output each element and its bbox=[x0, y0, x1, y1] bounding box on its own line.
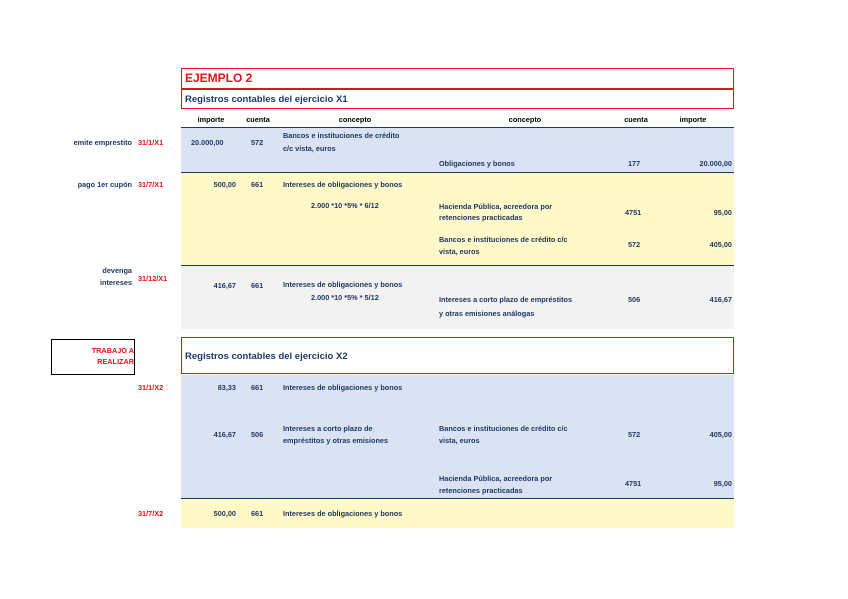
x1-e3-credit-amount: 416,67 bbox=[709, 295, 732, 304]
x1-e2-label: pago 1er cupón bbox=[77, 180, 132, 189]
x1-e1-date: 31/1/X1 bbox=[138, 138, 164, 147]
x1-e1-credit-concept: Obligaciones y bonos bbox=[439, 159, 515, 168]
x1-e1-debit-amount: 20.000,00 bbox=[191, 138, 224, 147]
x2-e1-credit2-account: 4751 bbox=[625, 479, 642, 488]
x1-e2-credit1-amount: 95,00 bbox=[713, 208, 732, 217]
x1-e2-debit-account: 661 bbox=[251, 180, 264, 189]
x2-e2-debit-concept: Intereses de obligaciones y bonos bbox=[283, 509, 403, 518]
x1-e3-credit-line2: y otras emisiones análogas bbox=[439, 309, 535, 318]
x1-e2-credit2-line2: vista, euros bbox=[439, 247, 480, 256]
x2-e1-debit2-line1: Intereses a corto plazo de bbox=[283, 424, 373, 433]
x2-entry2-band bbox=[181, 499, 734, 528]
example-title-box bbox=[181, 68, 734, 89]
x1-e1-credit-account: 177 bbox=[628, 159, 641, 168]
x1-e3-credit-account: 506 bbox=[628, 295, 641, 304]
header-concepto-debe: concepto bbox=[338, 115, 372, 124]
x1-e1-debit-account: 572 bbox=[251, 138, 264, 147]
x1-e2-credit2-amount: 405,00 bbox=[709, 240, 732, 249]
header-cuenta-haber: cuenta bbox=[624, 115, 648, 124]
x2-e1-credit1-line1: Bancos e instituciones de crédito c/c bbox=[439, 424, 568, 433]
x2-e2-debit-account: 661 bbox=[251, 509, 264, 518]
x1-e3-label-line2: intereses bbox=[99, 278, 132, 287]
x2-e2-date: 31/7/X2 bbox=[138, 509, 164, 518]
x1-e2-debit-amount: 500,00 bbox=[213, 180, 236, 189]
x2-e1-credit1-line2: vista, euros bbox=[439, 436, 480, 445]
x2-e1-date: 31/1/X2 bbox=[138, 383, 164, 392]
x1-e3-credit-line1: Intereses a corto plazo de empréstitos bbox=[439, 295, 573, 304]
x1-e2-credit1-line1: Hacienda Pública, acreedora por bbox=[439, 202, 553, 211]
x1-e2-credit1-line2: retenciones practicadas bbox=[439, 213, 523, 222]
x1-e1-credit-amount: 20.000,00 bbox=[699, 159, 732, 168]
x1-e1-label: emite emprestito bbox=[73, 138, 132, 147]
x1-e2-debit-concept: Intereses de obligaciones y bonos bbox=[283, 180, 403, 189]
x1-e2-credit2-line1: Bancos e instituciones de crédito c/c bbox=[439, 235, 568, 244]
x1-e1-debit-concept-line1: Bancos e instituciones de crédito bbox=[283, 131, 400, 140]
x2-e1-credit1-amount: 405,00 bbox=[709, 430, 732, 439]
header-importe-haber: importe bbox=[679, 115, 707, 124]
header-cuenta-debe: cuenta bbox=[246, 115, 270, 124]
x2-e1-debit1-amount: 83,33 bbox=[217, 383, 236, 392]
x2-e2-debit-amount: 500,00 bbox=[213, 509, 236, 518]
header-concepto-haber: concepto bbox=[508, 115, 542, 124]
x1-e3-date: 31/12/X1 bbox=[138, 274, 168, 283]
x1-e2-calc: 2.000 *10 *5% * 6/12 bbox=[311, 201, 379, 210]
x1-e3-debit-amount: 416,67 bbox=[213, 281, 236, 290]
x1-e3-calc: 2.000 *10 *5% * 5/12 bbox=[311, 293, 379, 302]
x2-e1-debit2-account: 506 bbox=[251, 430, 264, 439]
work-box-label: TRABAJO A REALIZAR bbox=[91, 346, 134, 366]
x2-e1-credit1-account: 572 bbox=[628, 430, 641, 439]
x1-e3-debit-concept: Intereses de obligaciones y bonos bbox=[283, 280, 403, 289]
x1-e2-credit1-account: 4751 bbox=[625, 208, 642, 217]
x2-e1-credit2-line1: Hacienda Pública, acreedora por bbox=[439, 474, 553, 483]
section1-title: Registros contables del ejercicio X1 bbox=[185, 94, 348, 105]
x2-e1-credit2-line2: retenciones practicadas bbox=[439, 486, 523, 495]
example-title: EJEMPLO 2 bbox=[185, 71, 253, 85]
x1-e3-debit-account: 661 bbox=[251, 281, 264, 290]
x1-e1-debit-concept-line2: c/c vista, euros bbox=[283, 144, 336, 153]
section2-title: Registros contables del ejercicio X2 bbox=[185, 351, 348, 362]
x2-e1-debit2-line2: empréstitos y otras emisiones bbox=[283, 436, 389, 445]
header-importe-debe: importe bbox=[197, 115, 225, 124]
x1-e2-date: 31/7/X1 bbox=[138, 180, 164, 189]
x1-e2-credit2-account: 572 bbox=[628, 240, 641, 249]
x2-e1-debit1-concept: Intereses de obligaciones y bonos bbox=[283, 383, 403, 392]
x2-e1-credit2-amount: 95,00 bbox=[713, 479, 732, 488]
x2-e1-debit1-account: 661 bbox=[251, 383, 264, 392]
x1-e3-label-line1: devenga bbox=[102, 266, 132, 275]
x2-e1-debit2-amount: 416,67 bbox=[213, 430, 236, 439]
